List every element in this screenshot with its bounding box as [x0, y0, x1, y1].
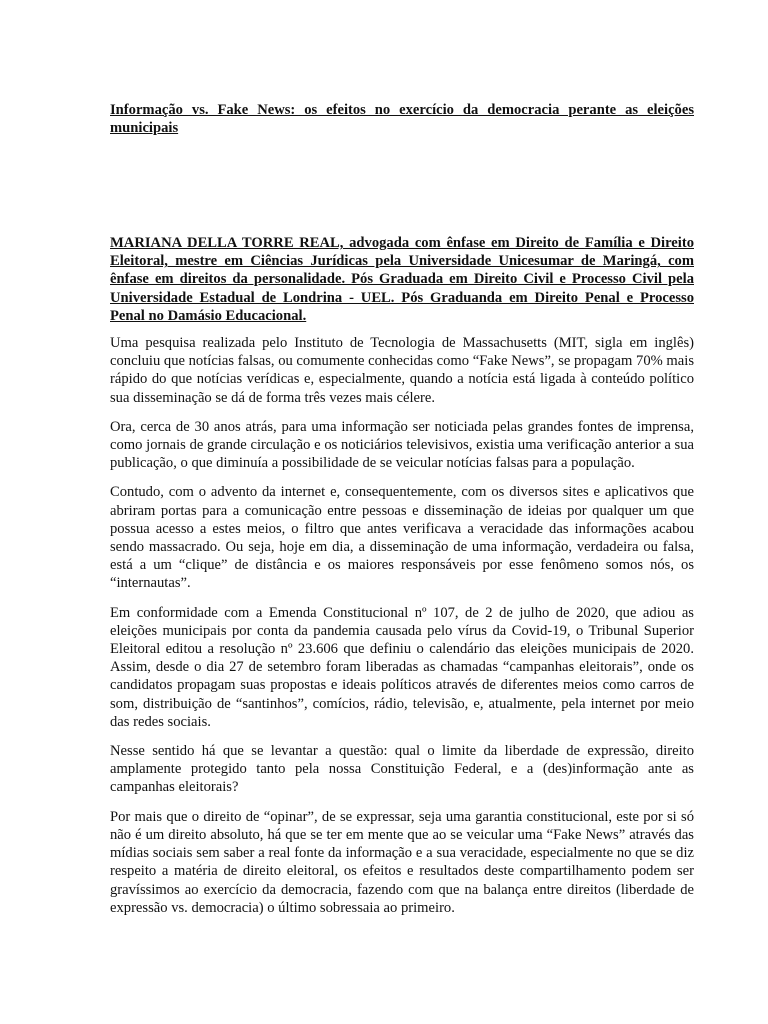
document-title: Informação vs. Fake News: os efeitos no exercício da democracia perante as eleições municipais: [110, 102, 694, 136]
author-bio: MARIANA DELLA TORRE REAL, advogada com ênfase em Direito de Família e Direito Eleitoral, mestre em Ciências Jurídicas pela Universidade Unicesumar de Maringá, com ênfase em direitos da personalidade. Pós Graduada em Direito Civil e Processo Civil pela Universidade Estadual de Londrina - UEL. Pós Graduanda em Direito Penal e Processo Penal no Damásio Educacional.: [110, 235, 694, 324]
document-page: [110, 101, 694, 917]
paragraph-2: Ora, cerca de 30 anos atrás, para uma informação ser noticiada pelas grandes fontes de imprensa, como jornais de grande circulação e os noticiários televisivos, existia uma verificação anterior a sua publicação, o que diminuía a possibilidade de se veicular notícias falsas para a população.: [110, 418, 694, 472]
paragraph-6: Por mais que o direito de “opinar”, de se expressar, seja uma garantia constitucional, este por si só não é um direito absoluto, há que se ter em mente que ao se veicular uma “Fake News” através das mídias sociais sem saber a real fonte da informação e a sua veracidade, especialmente no que se diz respeito a matéria de direito eleitoral, os efeitos e resultados deste compartilhamento podem ser gravíssimos ao exercício da democracia, fazendo com que na balança entre direitos (liberdade de expressão vs. democracia) o último sobressaia ao primeiro.: [110, 808, 694, 916]
paragraph-3: Contudo, com o advento da internet e, consequentemente, com os diversos sites e aplicativos que abriram portas para a comunicação entre pessoas e disseminação de ideias por qualquer um que possua acesso a estes meios, o filtro que antes verificava a veracidade das informações acabou sendo massacrado. Ou seja, hoje em dia, a disseminação de uma informação, verdadeira ou falsa, está a um “clique” de distância e os maiores responsáveis por esse fenômeno somos nós, os “internautas”.: [110, 484, 694, 592]
paragraph-5: Nesse sentido há que se levantar a questão: qual o limite da liberdade de expressão, direito amplamente protegido tanto pela nossa Constituição Federal, e a (des)informação ante as campanhas eleitorais?: [110, 743, 694, 796]
paragraph-1: Uma pesquisa realizada pelo Instituto de Tecnologia de Massachusetts (MIT, sigla em inglês) concluiu que notícias falsas, ou comumente conhecidas como “Fake News”, se propagam 70% mais rápido do que notícias verídicas e, especialmente, quando a notícia está ligada à conteúdo político sua disseminação se dá de forma três vezes mais célere.: [110, 335, 694, 406]
paragraph-4: Em conformidade com a Emenda Constitucional nº 107, de 2 de julho de 2020, que adiou as eleições municipais por conta da pandemia causada pelo vírus da Covid-19, o Tribunal Superior Eleitoral editou a resolução nº 23.606 que definiu o calendário das eleições municipais de 2020. Assim, desde o dia 27 de setembro foram liberadas as chamadas “campanhas eleitorais”, onde os candidatos propagam suas propostas e ideais políticos através de diferentes meios como carros de som, distribuição de “santinhos”, comícios, rádio, televisão, e, atualmente, pela internet por meio das redes sociais.: [110, 604, 694, 730]
